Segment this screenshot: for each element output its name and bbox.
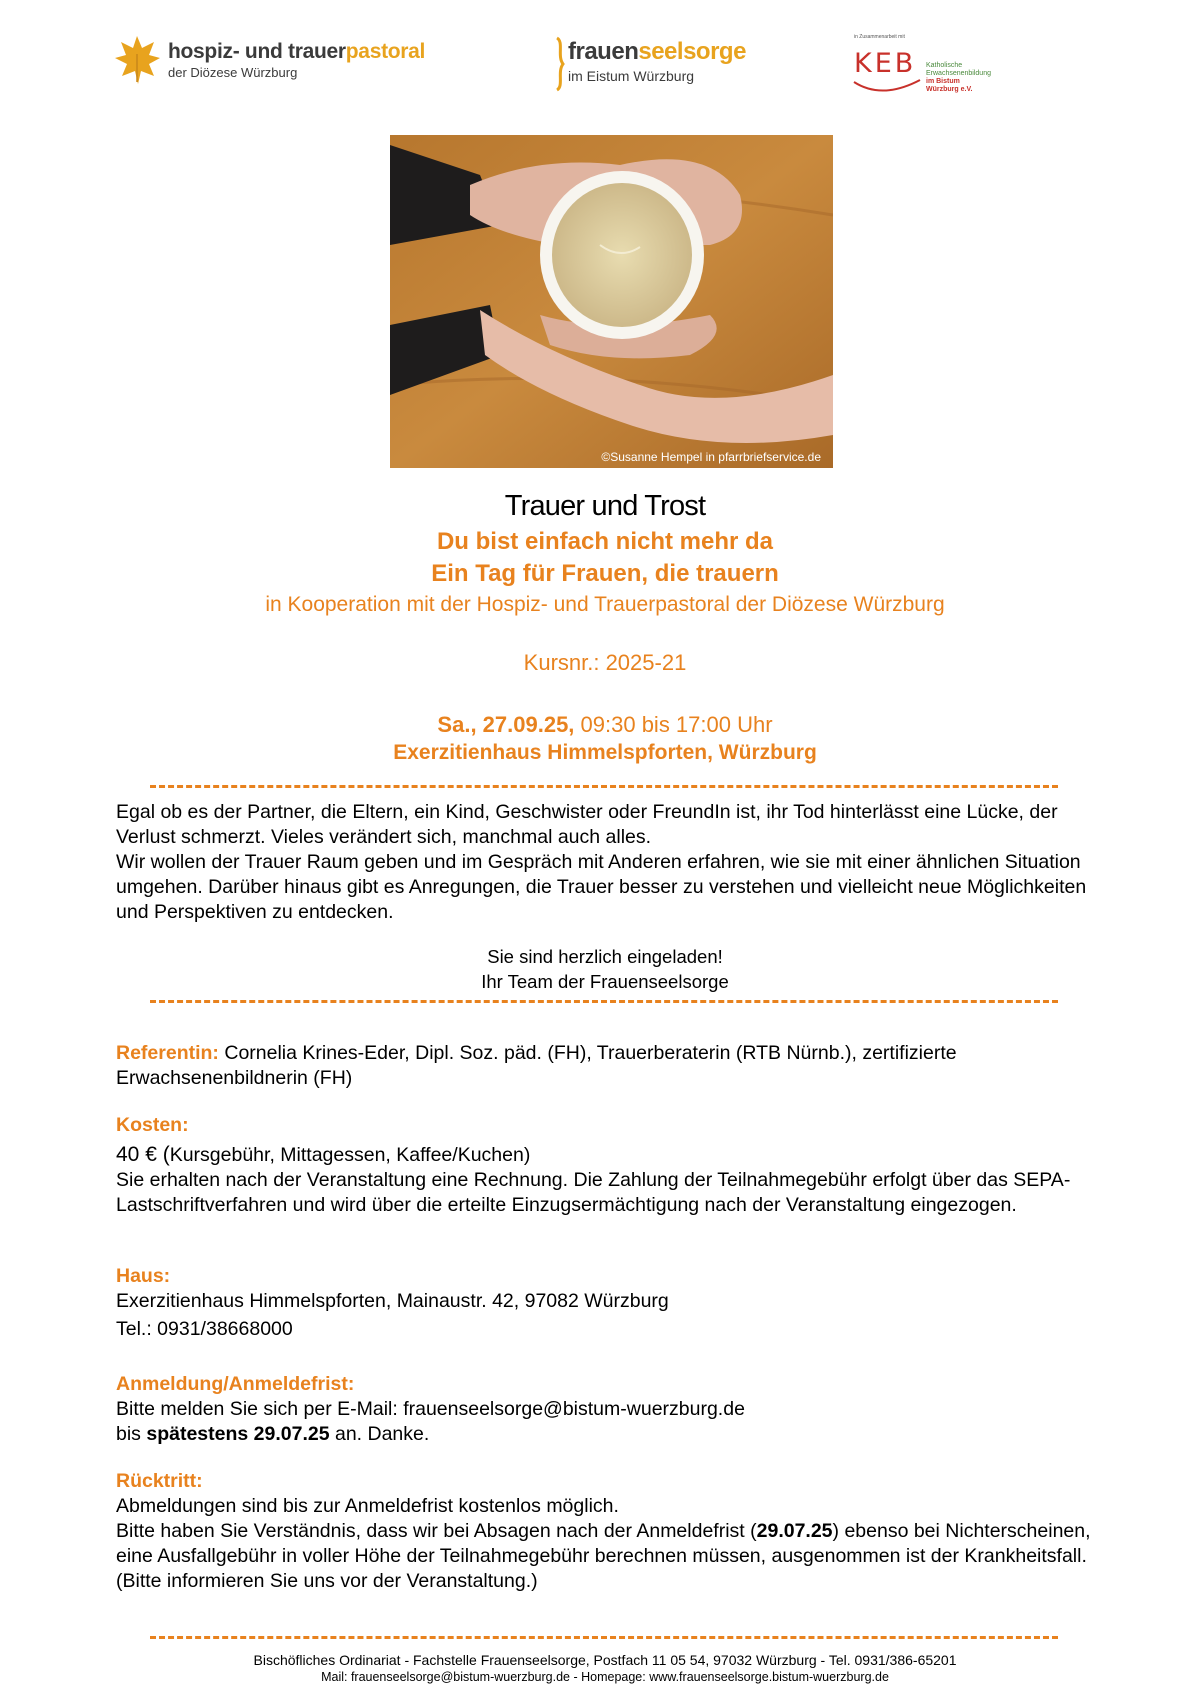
anmeldung-deadline: bis spätestens 29.07.25 an. Danke. [116, 1423, 430, 1445]
divider-middle [150, 1000, 1058, 1003]
referentin-section [116, 1041, 1096, 1091]
logo-frauenseelsorge: frauenseelsorge im Eistum Würzburg [554, 36, 754, 92]
referentin-label: Referentin: [116, 1042, 219, 1064]
hands-holding-cup-photo: ©Susanne Hempel in pfarrbriefservice.de [390, 135, 833, 468]
kosten-label: Kosten: [116, 1114, 189, 1136]
anmeldung-label: Anmeldung/Anmeldefrist: [116, 1373, 355, 1395]
event-subtitle-2: Ein Tag für Frauen, die trauern [431, 560, 779, 587]
invitation: Sie sind herzlich eingeladen! Ihr Team der Frauenseelsorge [481, 946, 729, 992]
intro-paragraph-1: Egal ob es der Partner, die Eltern, ein Kind, Geschwister oder FreundIn ist, ihr Tod hinterlässt eine Lücke, der Verlust schmerzt. Vieles verändert sich, manchmal auch alles. [116, 801, 1058, 848]
kosten-section: Kosten: 40 € (Kursgebühr, Mittagessen, Kaffee/Kuchen) Sie erhalten nach der Veranstaltung eine Rechnung. Die Zahlung der Teilnahmegebühr erfolgt über das SEPA-Lastschriftverfahren und wird über die erteilte Einzugsermächtigung nach der Veranstaltung eingezogen. [116, 1113, 1096, 1218]
ruecktritt-line-1: Abmeldungen sind bis zur Anmeldefrist kostenlos möglich. [116, 1495, 619, 1517]
event-subtitle-1: Du bist einfach nicht mehr da [436, 528, 774, 555]
divider-bottom [150, 1636, 1058, 1639]
intro-text [116, 800, 1096, 925]
footer-contact: Mail: frauenseelsorge@bistum-wuerzburg.de - Homepage: www.frauenseelsorge.bistum-wuerzburg.de [321, 1670, 889, 1684]
bracket-icon [554, 36, 566, 92]
event-title: Trauer und Trost [504, 490, 706, 522]
anmeldung-section [116, 1372, 1096, 1447]
leaf-icon [114, 34, 160, 86]
haus-address: Exerzitienhaus Himmelspforten, Mainaustr. 42, 97082 Würzburg [116, 1290, 669, 1312]
haus-label: Haus: [116, 1265, 171, 1287]
event-location: Exerzitienhaus Himmelspforten, Würzburg [393, 741, 817, 764]
event-date: Sa., 27.09.25, 09:30 bis 17:00 Uhr [437, 712, 773, 737]
anmeldung-text: Bitte melden Sie sich per E-Mail: frauenseelsorge@bistum-wuerzburg.de [116, 1398, 745, 1420]
ruecktritt-line-2: Bitte haben Sie Verständnis, dass wir bei Absagen nach der Anmeldefrist (29.07.25) ebenso bei Nichterscheinen, eine Ausfallgebühr in voller Höhe der Teilnahmegebühr berechnen müssen, ausgenommen ist der Krankheitsfall. (Bitte informieren Sie uns vor der Veranstaltung.) [116, 1520, 1091, 1592]
course-number: Kursnr.: 2025-21 [523, 650, 687, 675]
ruecktritt-label: Rücktritt: [116, 1470, 203, 1492]
event-cooperation: in Kooperation mit der Hospiz- und Trauerpastoral der Diözese Würzburg [265, 593, 945, 616]
intro-paragraph-2: Wir wollen der Trauer Raum geben und im Gespräch mit Anderen erfahren, wie sie mit einer ähnlichen Situation umgehen. Darüber hinaus gibt es Anregungen, die Trauer besser zu verstehen und vielleicht neue Möglichkeiten und Perspektiven zu entdecken. [116, 851, 1087, 923]
haus-section [116, 1264, 1096, 1342]
logo-keb: in Zusammenarbeit mit KEB Katholische Erwachsenenbildung im Bistum Würzburg e.V. [852, 34, 1002, 98]
footer-address: Bischöfliches Ordinariat - Fachstelle Frauenseelsorge, Postfach 11 05 54, 97032 Würzburg - Tel. 0931/386-65201 [253, 1652, 957, 1668]
kosten-text: Sie erhalten nach der Veranstaltung eine Rechnung. Die Zahlung der Teilnahmegebühr erfolgt über das SEPA-Lastschriftverfahren und wird über die erteilte Einzugsermächtigung nach der Veranstaltung eingezogen. [116, 1169, 1071, 1216]
divider-top [150, 785, 1058, 788]
keb-arc-icon [852, 78, 922, 98]
haus-phone: Tel.: 0931/38668000 [116, 1318, 293, 1340]
logo-hospiz-trauerpastoral: hospiz- und trauerpastoral der Diözese Würzburg [114, 34, 434, 90]
referentin-text: Cornelia Krines-Eder, Dipl. Soz. päd. (FH), Trauerberaterin (RTB Nürnb.), zertifizierte Erwachsenenbildnerin (FH) [116, 1042, 957, 1089]
ruecktritt-section [116, 1469, 1096, 1594]
